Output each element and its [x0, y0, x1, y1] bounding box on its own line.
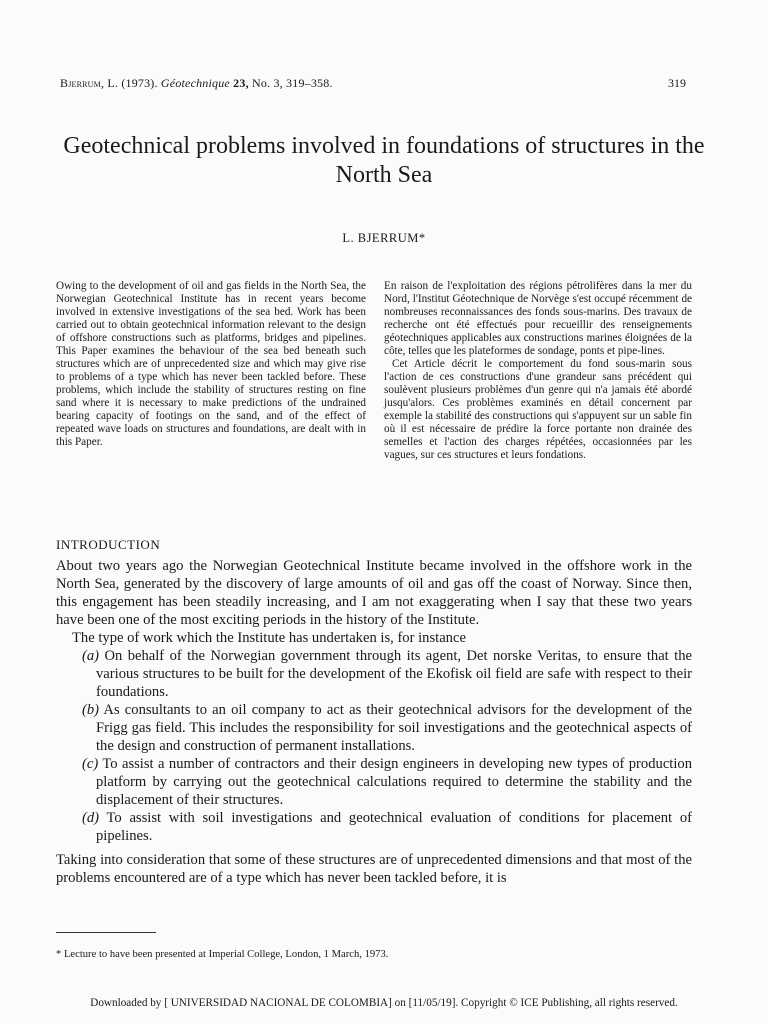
abstract-english: Owing to the development of oil and gas fields in the North Sea, the Norwegian Geotechnical Institute has in recent years become involved in extensive investigations of the sea bed. Work has been carried out to obtain geotechnical information relevant to the design of offshore constructions such as platforms, bridges and pipelines. This Paper examines the behaviour of the sea bed beneath such structures which are of unprecedented size and which may give rise to problems of a type which has never been tackled before. These problems, which include the stability of structures resting on fine sand where it is necessary to make predictions of the undrained bearing capacity of footings on the sand, and of the effect of repeated wave loads on structures and foundations, are dealt with in this Paper.: [56, 280, 366, 448]
list-item-label: (c): [82, 756, 99, 772]
body-text: [56, 557, 692, 887]
section-heading: INTRODUCTION: [56, 537, 161, 552]
header-volume: 23,: [233, 76, 249, 90]
intro-paragraph-1: About two years ago the Norwegian Geotechnical Institute became involved in the offshore work in the North Sea, generated by the discovery of large amounts of oil and gas off the coast of Norway. Since then, this engagement has been steadily increasing, and I am not exaggerating when I say that these two years have been one of the most exciting periods in the history of the Institute.: [56, 558, 692, 628]
list-item-label: (d): [82, 810, 100, 826]
header-issue-pages: No. 3, 319–358.: [251, 76, 333, 90]
list-item-c: [56, 755, 692, 809]
list-item-d: [56, 809, 692, 845]
intro-paragraph-2: The type of work which the Institute has undertaken is, for instance: [72, 630, 466, 646]
page-number: 319: [668, 76, 686, 90]
download-notice: Downloaded by [ UNIVERSIDAD NACIONAL DE COLOMBIA] on [11/05/19]. Copyright © ICE Publishing, all rights reserved.: [90, 997, 678, 1009]
intro-paragraph-3: Taking into consideration that some of these structures are of unprecedented dimensions and that most of the problems encountered are of a type which has never been tackled before, it is: [56, 852, 692, 886]
header-author: Bjerrum, L.: [60, 76, 119, 90]
footnote: * Lecture to have been presented at Imperial College, London, 1 March, 1973.: [56, 949, 389, 960]
byline: L. BJERRUM*: [342, 231, 426, 245]
footnote-divider: [56, 932, 156, 933]
list-item-b: [56, 701, 692, 755]
list-item-label: (b): [82, 702, 100, 718]
abstract-french: [384, 280, 692, 462]
list-item-text: On behalf of the Norwegian government through its agent, Det norske Veritas, to ensure that the various structures to be built for the development of the Ekofisk oil field are safe with respect to their foundations.: [96, 648, 692, 700]
paper-title: Geotechnical problems involved in foundations of structures in the North Sea: [63, 133, 705, 188]
list-item-a: [56, 647, 692, 701]
abstract-french-paragraph-2: Cet Article décrit le comportement du fond sous-marin sous l'action de ces constructions d'une grandeur sans précédent qui soulèvent plusieurs problèmes d'un genre qui n'a jamais été abordé jusqu'alors. Ces problèmes examinés en détail concernent par exemple la stabilité des constructions qui s'appuyent sur un sable fin où il est nécessaire de prédire la force portante non drainée des semelles et l'action des charges répétées, occasionnées par les vagues, sur ces structures et leurs fondations.: [384, 358, 692, 461]
citation-header: [60, 76, 333, 91]
list-item-text: To assist with soil investigations and geotechnical evaluation of conditions for placement of pipelines.: [96, 810, 692, 844]
list-item-text: To assist a number of contractors and their design engineers in developing new types of production platform by carrying out the geotechnical calculations required to determine the stability and the displacement of their structures.: [96, 756, 692, 808]
list-item-text: As consultants to an oil company to act as their geotechnical advisors for the development of the Frigg gas field. This includes the responsibility for soil investigations and the geotechnical aspects of the design and construction of permanent installations.: [96, 702, 692, 754]
list-item-label: (a): [82, 648, 100, 664]
abstract-french-paragraph-1: En raison de l'exploitation des régions pétrolifères dans la mer du Nord, l'Institut Géotechnique de Norvège s'est occupé récemment de nombreuses reconnaissances des fonds sous-marins. Des travaux de recherche ont été effectués pour recueillir des renseignements géotechniques applicables aux constructions marines éloignées de la côte, telles que les plateformes de sondage, ponts et pipe-lines.: [384, 280, 692, 357]
header-year: (1973).: [121, 76, 158, 90]
header-journal: Géotechnique: [160, 76, 230, 90]
